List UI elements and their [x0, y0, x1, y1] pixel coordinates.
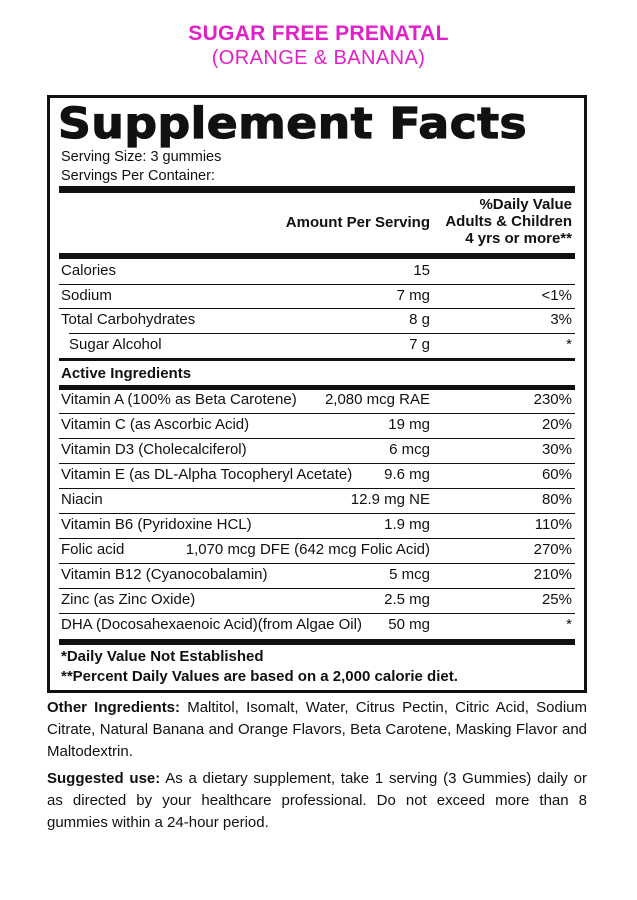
- row-divider: [59, 613, 575, 614]
- ingredient-label: Vitamin C (as Ascorbic Acid): [61, 416, 250, 433]
- product-flavor: (ORANGE & BANANA): [211, 47, 426, 69]
- nutrient-amount: 7 g: [409, 336, 430, 353]
- nutrient-amount: 15: [413, 262, 430, 279]
- suggested-use-text: As a dietary supplement, take 1 serving (3 Gummies) daily or as directed by your healthcare professional. Do not exceed more than 8 gummies within a 24-hour period.: [47, 770, 588, 831]
- nutrient-label: Sugar Alcohol: [69, 336, 162, 353]
- ingredient-amount: 2.5 mg: [384, 591, 430, 608]
- column-header-divider: [59, 253, 575, 259]
- row-divider: [59, 588, 575, 589]
- ingredient-dv: *: [566, 616, 572, 633]
- ingredient-label: Vitamin B6 (Pyridoxine HCL): [61, 516, 252, 533]
- ingredient-amount: 5 mcg: [389, 566, 430, 583]
- servings-per-container: Servings Per Container:: [61, 168, 215, 184]
- nutrient-dv: *: [566, 336, 572, 353]
- ingredient-label: Vitamin B12 (Cyanocobalamin): [61, 566, 268, 583]
- header-divider: [59, 186, 575, 193]
- other-ingredients-label: Other Ingredients:: [47, 699, 181, 716]
- ingredient-amount: 50 mg: [388, 616, 430, 633]
- ingredient-dv: 230%: [533, 391, 572, 408]
- ingredient-dv: 60%: [541, 466, 572, 483]
- ingredient-amount: 1.9 mg: [384, 516, 430, 533]
- active-divider: [59, 385, 575, 390]
- nutrient-dv: <1%: [541, 287, 572, 304]
- active-ingredients-heading: Active Ingredients: [61, 365, 192, 382]
- daily-value-header-line1: %Daily Value: [479, 196, 572, 213]
- nutrient-label: Total Carbohydrates: [61, 311, 196, 328]
- ingredient-dv: 20%: [541, 416, 572, 433]
- suggested-use: [47, 768, 587, 834]
- ingredient-amount: 9.6 mg: [384, 466, 430, 483]
- daily-value-header: [445, 196, 572, 247]
- ingredient-amount: 12.9 mg NE: [350, 491, 430, 508]
- ingredient-label: Folic acid: [61, 541, 125, 558]
- footnote-percent-dv: **Percent Daily Values are based on a 2,000 calorie diet.: [61, 668, 458, 685]
- ingredient-label: Vitamin A (100% as Beta Carotene): [61, 391, 297, 408]
- ingredient-amount: 1,070 mcg DFE (642 mcg Folic Acid): [185, 541, 430, 558]
- ingredient-dv: 25%: [541, 591, 572, 608]
- row-divider: [69, 333, 575, 334]
- ingredient-label: DHA (Docosahexaenoic Acid)(from Algae Oil): [61, 616, 362, 633]
- nutrient-dv: 3%: [550, 311, 572, 328]
- ingredient-amount: 19 mg: [388, 416, 430, 433]
- daily-value-header-line2: Adults & Children: [445, 213, 572, 230]
- ingredient-dv: 270%: [533, 541, 572, 558]
- section-divider: [59, 358, 575, 361]
- supplement-facts-panel: [47, 95, 587, 693]
- row-divider: [59, 284, 575, 285]
- nutrient-amount: 8 g: [409, 311, 430, 328]
- row-divider: [59, 563, 575, 564]
- suggested-use-label: Suggested use:: [47, 770, 161, 787]
- row-divider: [59, 438, 575, 439]
- product-header: [0, 22, 637, 70]
- ingredient-dv: 80%: [541, 491, 572, 508]
- daily-value-header-line3: 4 yrs or more**: [465, 230, 572, 247]
- row-divider: [59, 513, 575, 514]
- nutrient-label: Calories: [61, 262, 117, 279]
- amount-per-serving-header: Amount Per Serving: [285, 214, 430, 231]
- ingredient-label: Vitamin E (as DL-Alpha Tocopheryl Acetate): [61, 466, 353, 483]
- row-divider: [59, 488, 575, 489]
- ingredient-dv: 30%: [541, 441, 572, 458]
- row-divider: [59, 308, 575, 309]
- row-divider: [59, 413, 575, 414]
- serving-size: Serving Size: 3 gummies: [61, 149, 222, 165]
- nutrient-label: Sodium: [61, 287, 112, 304]
- other-ingredients: [47, 697, 587, 763]
- ingredient-amount: 2,080 mcg RAE: [324, 391, 430, 408]
- facts-title: Supplement Facts: [58, 99, 528, 149]
- ingredient-label: Vitamin D3 (Cholecalciferol): [61, 441, 247, 458]
- footnote-dv-not-established: *Daily Value Not Established: [61, 648, 264, 665]
- nutrient-amount: 7 mg: [396, 287, 430, 304]
- product-title: SUGAR FREE PRENATAL: [188, 22, 449, 45]
- footer-divider: [59, 639, 575, 645]
- ingredient-label: Niacin: [61, 491, 103, 508]
- ingredient-dv: 210%: [533, 566, 572, 583]
- row-divider: [59, 538, 575, 539]
- row-divider: [59, 463, 575, 464]
- ingredient-dv: 110%: [534, 516, 572, 533]
- other-ingredients-text: Maltitol, Isomalt, Water, Citrus Pectin, Citric Acid, Sodium Citrate, Natural Banana and Orange Flavors, Beta Carotene, Masking Flavor and Maltodextrin.: [47, 699, 588, 760]
- ingredient-amount: 6 mcg: [389, 441, 430, 458]
- ingredient-label: Zinc (as Zinc Oxide): [61, 591, 196, 608]
